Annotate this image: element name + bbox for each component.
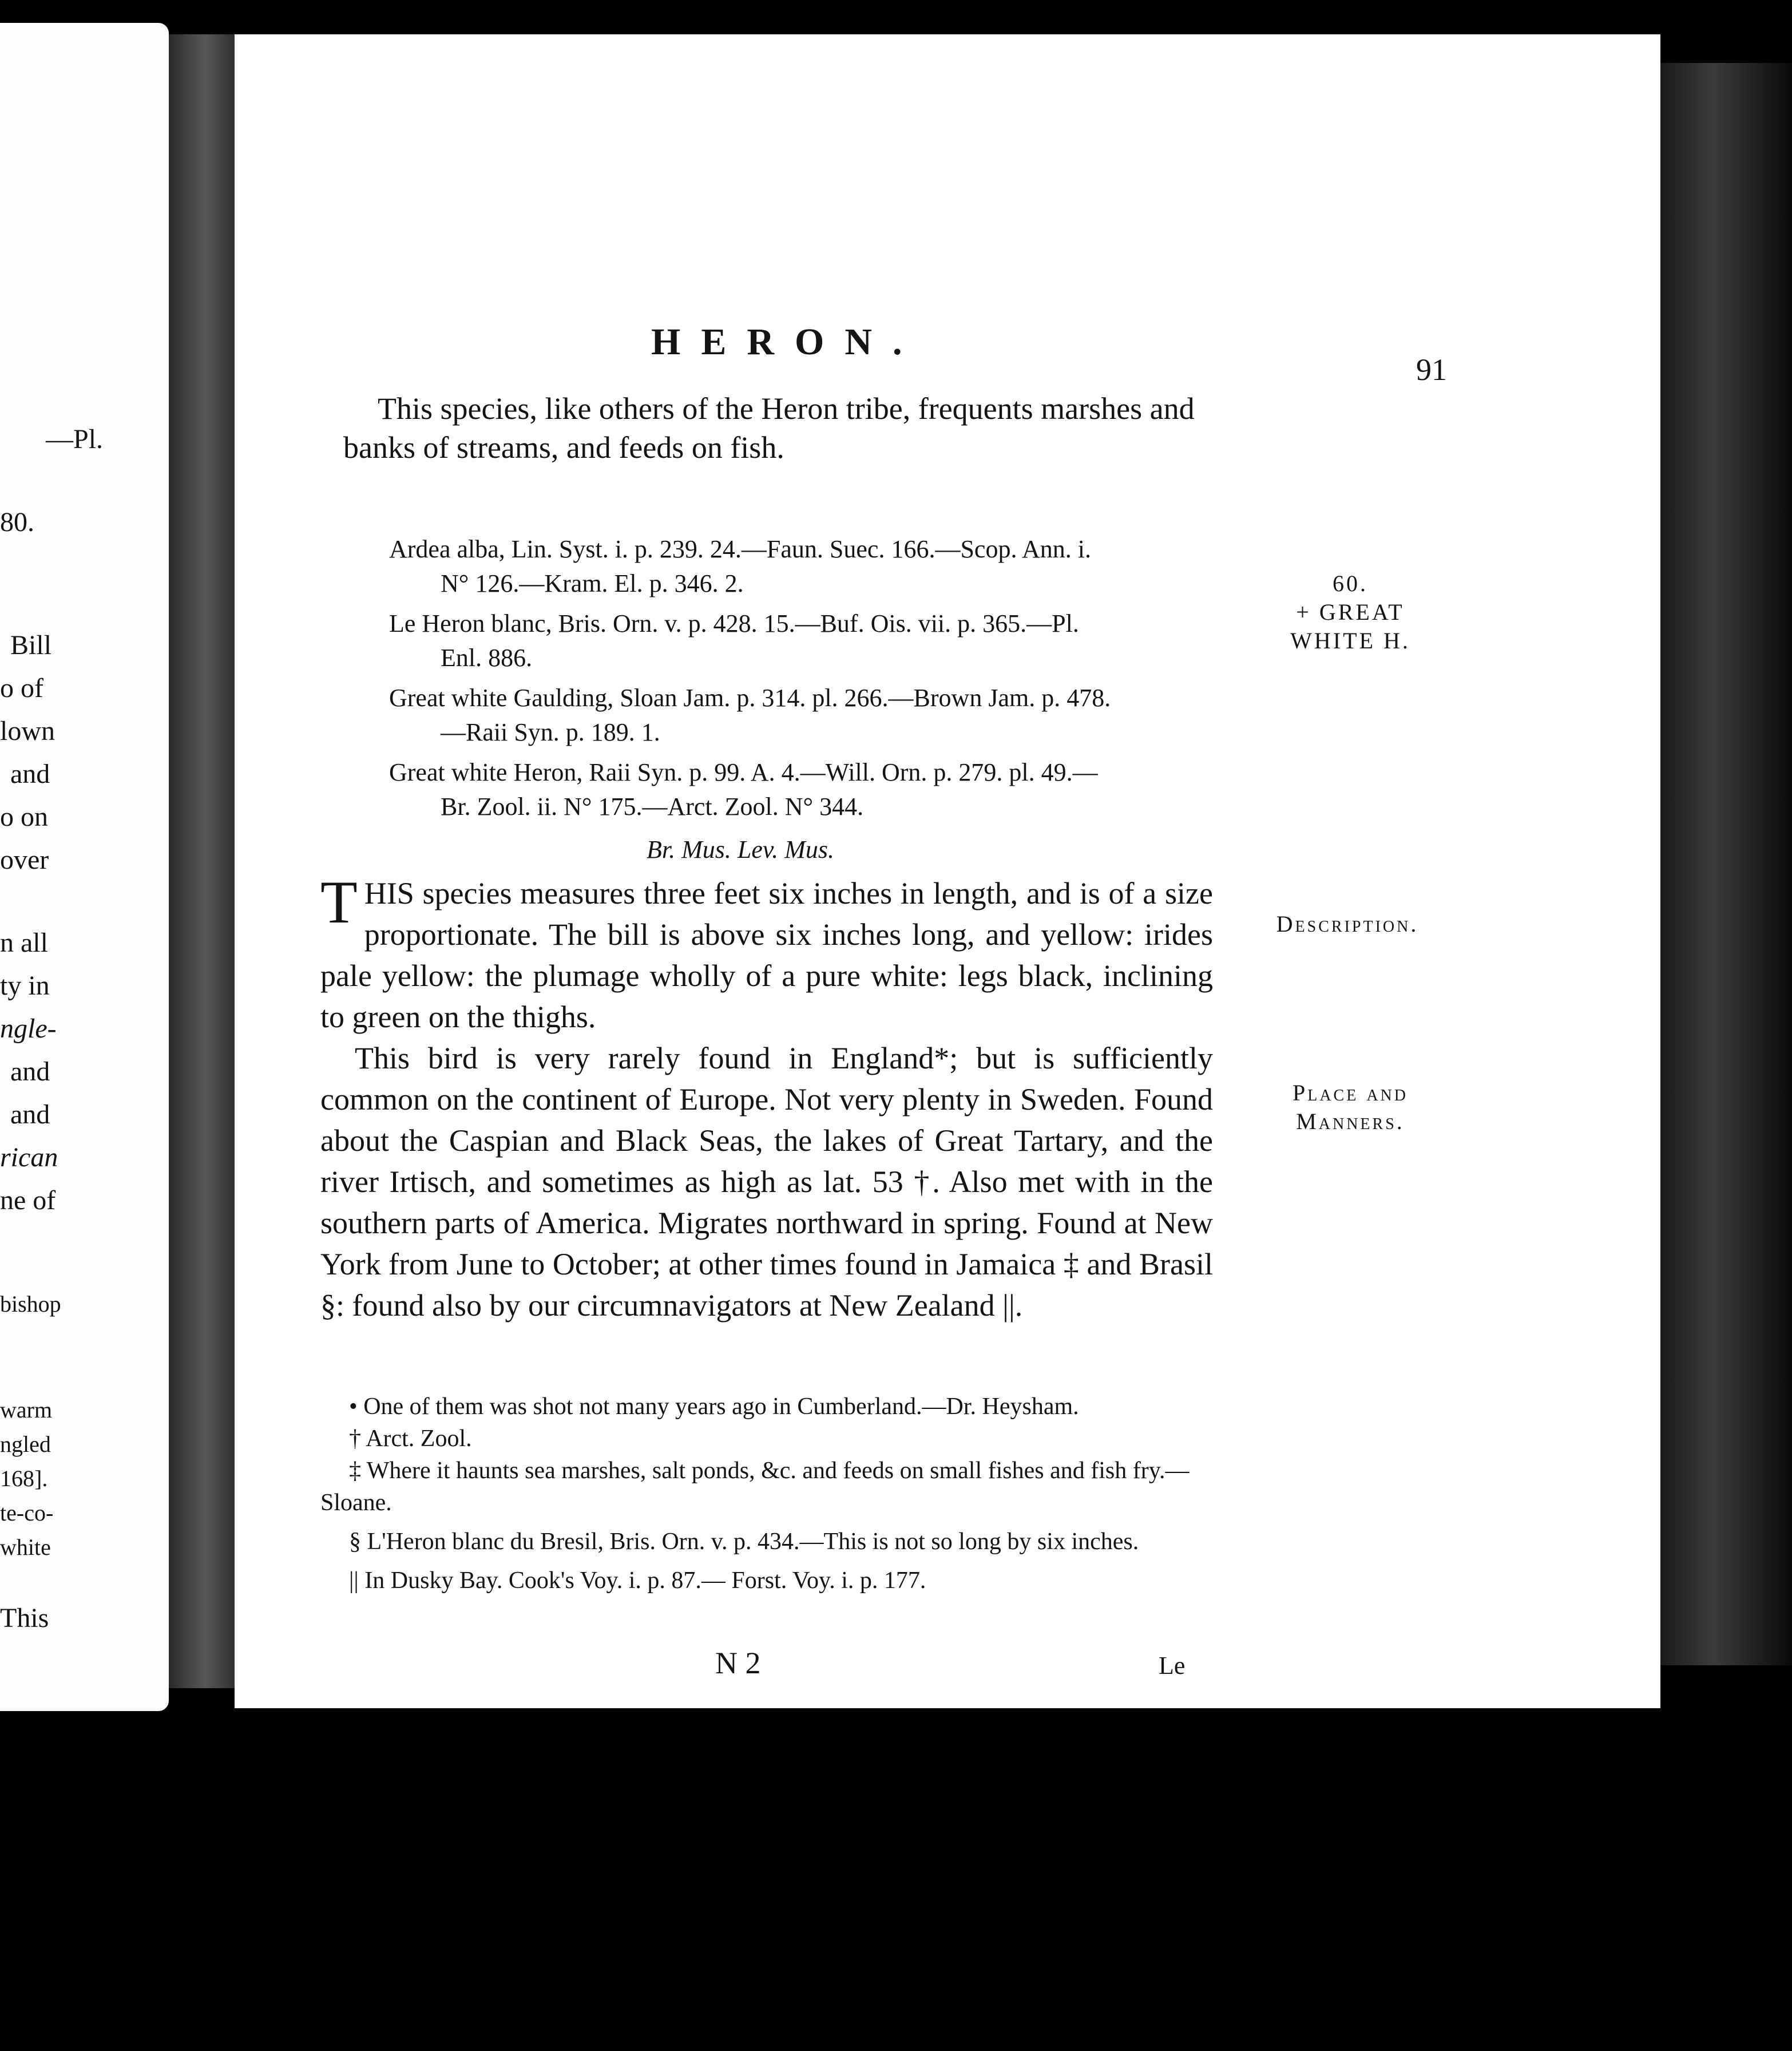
species-account <box>320 869 1213 1326</box>
left-page-line: ne of <box>0 1185 56 1215</box>
place-manners-label <box>1264 1079 1436 1136</box>
left-page-line: and <box>10 759 50 789</box>
museum-references: Br. Mus. Lev. Mus. <box>647 836 834 864</box>
catchword: Le <box>1159 1652 1186 1680</box>
synonym-line: Great white Gaulding, Sloan Jam. p. 314. pl. 266.—Brown Jam. p. 478. <box>389 684 1111 712</box>
footnote: • One of them was shot not many years ago in Cumberland.—Dr. Heysham. <box>349 1393 1079 1420</box>
left-page-line: ty in <box>0 971 50 1001</box>
synonym-line: Le Heron blanc, Bris. Orn. v. p. 428. 15.—Buf. Ois. vii. p. 365.—Pl. <box>389 609 1079 638</box>
signature-mark: N 2 <box>715 1646 761 1680</box>
species-name: WHITE H. <box>1290 628 1410 654</box>
description-text: HIS species measures three feet six inches in length, and is of a size proportionate. The bill is above six inches long, and yellow: irides pale yellow: the plumage wholly of a pure white: legs black, inclining to green on the thighs. <box>320 876 1213 1034</box>
left-page-line: and <box>10 1099 50 1130</box>
left-page-line: te-co- <box>0 1500 54 1526</box>
left-page-line: ngle- <box>0 1013 57 1044</box>
place-label-line: Place and <box>1292 1080 1408 1106</box>
page-title: HERON. <box>651 321 923 363</box>
description-paragraph <box>320 869 1213 1038</box>
left-page-line: 80. <box>0 507 34 537</box>
place-paragraph: This bird is very rarely found in England*; but is sufficiently common on the continent of Europe. Not very plenty in Sweden. Found about the Caspian and Black Seas, the lakes of Great Tartary, and the river Irtisch, and sometimes as high as lat. 53 †. Also met with in the southern parts of America. Migrates northward in spring. Found at New York from June to October; at other times found in Jamaica ‡ and Brasil §: found also by our circumnavigators at New Zealand ||. <box>320 1041 1213 1323</box>
left-page-line: n all <box>0 928 48 958</box>
left-page-line: bishop <box>0 1291 61 1317</box>
species-name: + GREAT <box>1296 599 1405 625</box>
left-page-line: and <box>10 1056 50 1087</box>
species-number: 60. <box>1333 571 1368 596</box>
right-gutter-shadow <box>1660 63 1792 1665</box>
left-page-line: over <box>0 845 49 875</box>
drop-cap: T <box>320 869 358 936</box>
synonym-entry <box>389 755 1098 824</box>
synonym-line-continued: Enl. 886. <box>441 644 533 672</box>
left-page-line: rican <box>0 1142 58 1173</box>
description-label: Description. <box>1276 911 1419 937</box>
left-page-line: warm <box>0 1397 53 1423</box>
footnotes <box>320 1391 1213 1597</box>
place-label-line: Manners. <box>1296 1108 1405 1134</box>
page-number: 91 <box>1416 353 1447 387</box>
synonym-entry <box>389 681 1111 750</box>
footnote: † Arct. Zool. <box>349 1426 472 1452</box>
left-page-line: 168]. <box>0 1466 48 1491</box>
left-page-line: o of <box>0 673 43 703</box>
synonym-entry <box>389 607 1079 675</box>
footnote: || In Dusky Bay. Cook's Voy. i. p. 87.— Forst. Voy. i. p. 177. <box>349 1567 926 1594</box>
left-page-line: —Pl. <box>46 424 104 454</box>
footnote: ‡ Where it haunts sea marshes, salt ponds, &c. and feeds on small fishes and fish fry.—Sloane. <box>320 1458 1190 1516</box>
left-page-line: This <box>0 1603 49 1633</box>
synonym-entry <box>389 532 1091 601</box>
left-page-line: lown <box>0 716 55 746</box>
left-page-line: ngled <box>0 1431 51 1457</box>
species-margin-note <box>1264 569 1436 655</box>
synonym-line: Ardea alba, Lin. Syst. i. p. 239. 24.—Faun. Suec. 166.—Scop. Ann. i. <box>389 535 1092 563</box>
synonym-line: Great white Heron, Raii Syn. p. 99. A. 4.—Will. Orn. p. 279. pl. 49.— <box>389 758 1098 786</box>
synonym-line-continued: N° 126.—Kram. El. p. 346. 2. <box>441 569 744 597</box>
left-page-line: white <box>0 1534 51 1560</box>
left-page-line: Bill <box>10 630 52 660</box>
intro-paragraph: This species, like others of the Heron tribe, frequents marshes and banks of streams, and feeds on fish. <box>343 391 1195 465</box>
footnote: § L'Heron blanc du Bresil, Bris. Orn. v. p. 434.—This is not so long by six inches. <box>349 1529 1139 1555</box>
synonym-line-continued: Br. Zool. ii. N° 175.—Arct. Zool. N° 344. <box>441 793 864 821</box>
left-page-line: o on <box>0 802 48 832</box>
synonym-line-continued: —Raii Syn. p. 189. 1. <box>441 718 660 746</box>
left-gutter-shadow <box>169 34 235 1688</box>
main-page <box>235 34 1660 1708</box>
left-page <box>0 23 169 1711</box>
